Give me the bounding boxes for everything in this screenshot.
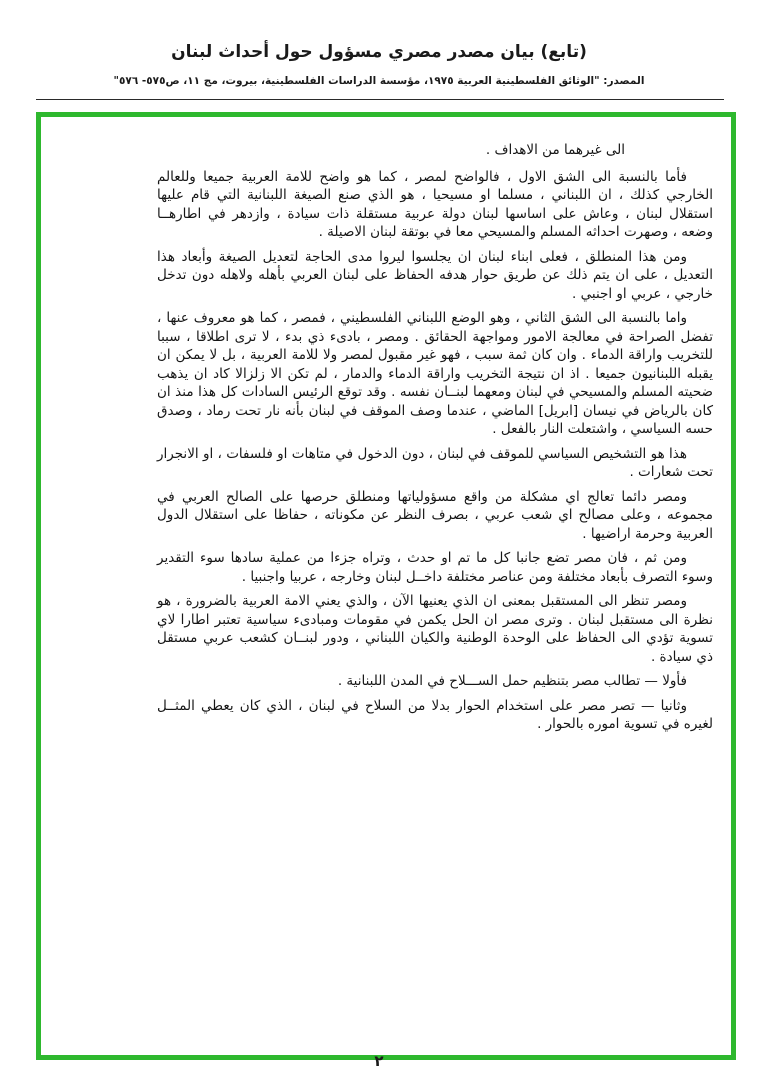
header-divider	[36, 99, 724, 100]
paragraph: وثانيا — تصر مصر على استخدام الحوار بدلا من السلاح في لبنان ، الذي كان يعطي المثــل لغيره في تسوية اموره بالحوار .	[157, 697, 713, 732]
page-number: ٢	[374, 1052, 384, 1070]
paragraph: هذا هو التشخيص السياسي للموقف في لبنان ، دون الدخول في متاهات او فلسفات ، او الانجرار تحت شعارات .	[157, 445, 713, 480]
paragraph: ومصر تنظر الى المستقبل بمعنى ان الذي يعنيها الآن ، والذي يعني الامة العربية بالضرورة ، هو نظرة الى مستقبل لبنان . وترى مصر ان الحل يكمن في مقومات ومبادىء سياسية تعتبر اطارا لاي تسوية تؤدي الى الحفاظ على الوحدة الوطنية والكيان اللبناني ، ودور لبنــان كشعب عربي مستقل ذي سيادة .	[157, 593, 713, 665]
content-border-box	[36, 112, 736, 1060]
paragraph: فأولا — تطالب مصر بتنظيم حمل الســـلاح في المدن اللبنانية .	[337, 673, 687, 689]
document-title: (تابع) بيان مصدر مصري مسؤول حول أحداث لبنان	[171, 42, 587, 62]
paragraph: واما بالنسبة الى الشق الثاني ، وهو الوضع اللبناني الفلسطيني ، فمصر ، كما هو معروف عنها ، تفضل الصراحة في معالجة الامور ومواجهة الحقائق . ومصر ، بادىء ذي بدء ، لا ترى اطلاقا ، سببا للتخريب واراقة الدماء . وان كان ثمة سبب ، فهو غير مقبول لمصر ولا للامة العربية ، بل لا يمكن ان يقبله اللبنانيون جميعا . اذ ان نتيجة التخريب واراقة الدماء والدمار ، لم تكن الا زلزالا كاد ان يذهب ضحيته المسلم والمسيحي في لبنان ومعهما لبنــان نفسه . وقد توقع الرئيس السادات كل هذا منذ ان كان بالرياض في نيسان [ابريل] الماضي ، عندما وصف الموقف في لبنان بأنه نار تحت رماد ، وصدق حسه السياسي ، واشتعلت النار بالفعل .	[157, 310, 713, 437]
page-header	[0, 42, 758, 87]
paragraph: ومن هذا المنطلق ، فعلى ابناء لبنان ان يجلسوا ليروا مدى الحاجة لتعديل الصيغة وأبعاد هذا التعديل ، على ان يتم ذلك عن طريق حوار هدفه الحفاظ على لبنان العربي بأهله ولاهله دون تدخل خارجي ، عربي او اجنبي .	[157, 248, 713, 302]
document-body	[157, 141, 713, 740]
paragraph: ومصر دائما تعالج اي مشكلة من واقع مسؤولياتها ومنطلق حرصها على الصالح العربي في مجموعه ، وعلى مصالح اي شعب عربي ، بصرف النظر عن مكوناته ، حفاظا على استقلال الدول العربية وحرمة اراضيها .	[157, 488, 713, 542]
paragraph: الى غيرهما من الاهداف .	[485, 142, 625, 158]
paragraph: فأما بالنسبة الى الشق الاول ، فالواضح لمصر ، كما هو واضح للامة العربية جميعا وللعالم الخارجي كذلك ، ان اللبناني ، مسلما او مسيحيا ، هو الذي صنع الصيغة اللبنانية التي قام عليها استقلال لبنان ، وعاش على اساسها لبنان دولة عربية مستقلة ذات سيادة ، وازدهر في اطارهــا وضعه ، وصهرت احداثه المسلم والمسيحي معا في بوتقة لبنان الاصيلة .	[157, 168, 713, 240]
paragraph: ومن ثم ، فان مصر تضع جانبا كل ما تم او حدث ، وتراه جزءا من عملية سادها سوء التقدير وسوء التصرف بأبعاد مختلفة ومن عناصر مختلفة داخــل لبنان وخارجه ، عربيا واجنبيا .	[157, 550, 713, 585]
source-citation: المصدر: "الوثائق الفلسطينية العربية ١٩٧٥، مؤسسة الدراسات الفلسطينية، بيروت، مج ١١، ص٥٧٥- ٥٧٦"	[113, 75, 645, 87]
